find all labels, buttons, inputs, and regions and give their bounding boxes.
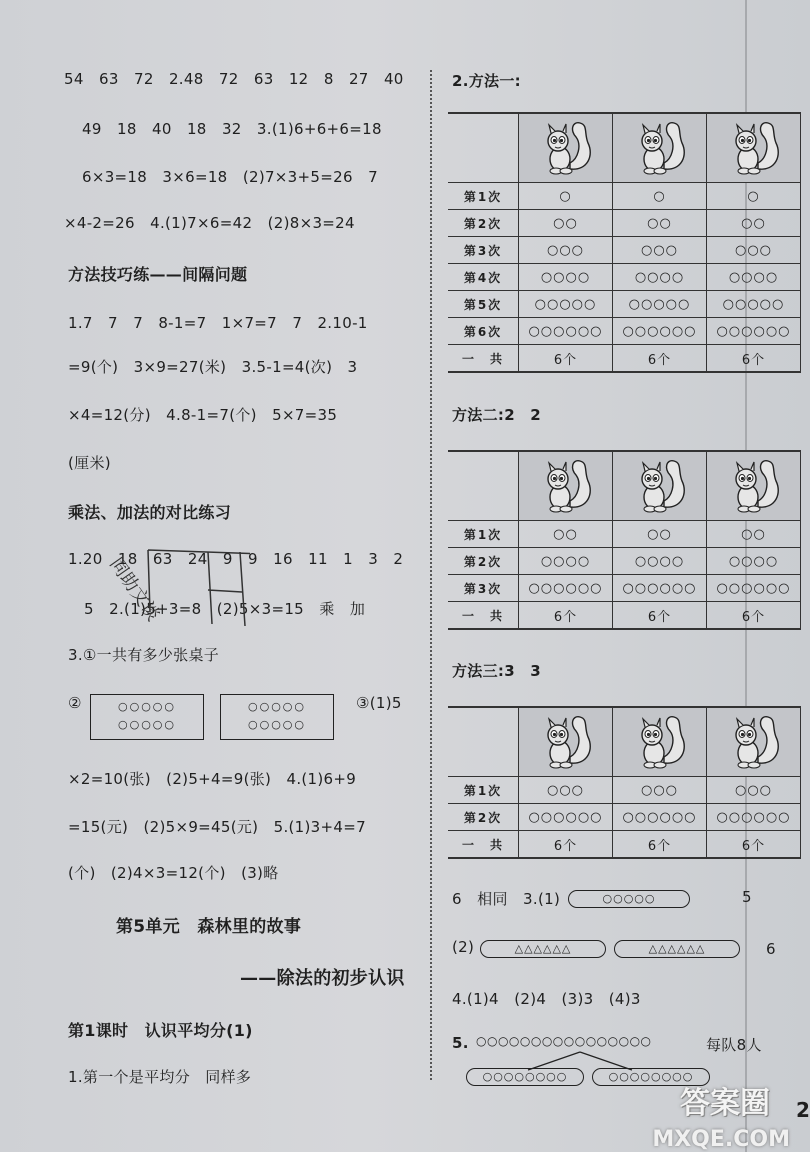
table-cell: ○ <box>519 183 613 210</box>
column-divider <box>430 70 432 1080</box>
row-label: 第2次 <box>448 210 519 237</box>
row-label: 第6次 <box>448 318 519 345</box>
squirrel-icon <box>536 119 596 177</box>
q3-pill-triangles-1: △△△△△△ <box>480 940 606 958</box>
row-label: 一 共 <box>448 602 519 630</box>
table-cell: ○○○○ <box>613 264 707 291</box>
table-cell: ○○○○○○ <box>613 318 707 345</box>
table-cell: ○○ <box>707 210 801 237</box>
table-cell: ○○○○○○ <box>707 318 801 345</box>
table-row <box>448 264 801 291</box>
table-cell: 6个 <box>519 602 613 630</box>
desk-group-2 <box>220 694 334 740</box>
squirrel-icon <box>630 457 690 515</box>
table-row <box>448 183 801 210</box>
table-row <box>448 521 801 548</box>
table-cell: ○○○○ <box>519 264 613 291</box>
page-number: 2 <box>796 1098 810 1122</box>
table-cell: ○○○○○○ <box>519 804 613 831</box>
table-cell: 6个 <box>613 831 707 859</box>
squirrel-cell <box>613 707 707 777</box>
desk-row: ○○○○○ <box>248 700 306 713</box>
q3-pill-triangles-2: △△△△△△ <box>614 940 740 958</box>
table-row <box>448 291 801 318</box>
table-row <box>448 237 801 264</box>
table-cell: ○○○○○ <box>613 291 707 318</box>
section1-line-2: =9(个) 3×9=27(米) 3.5-1=4(次) 3 <box>68 358 358 376</box>
table-cell: ○○○ <box>707 777 801 804</box>
row-label: 第2次 <box>448 804 519 831</box>
lesson-line-1: 1.第一个是平均分 同样多 <box>68 1068 252 1086</box>
q3-num1: 5 <box>742 888 752 906</box>
handwritten-stamp <box>90 540 250 650</box>
section2-line-3: 3.①一共有多少张桌子 <box>68 646 220 664</box>
table-cell: ○○ <box>613 210 707 237</box>
table-cell: ○○ <box>519 210 613 237</box>
squirrel-cell <box>613 113 707 183</box>
squirrel-icon <box>630 713 690 771</box>
table-row <box>448 804 801 831</box>
squirrel-cell <box>707 451 801 521</box>
section2-line-2: 5 2.(1)5+3=8 (2)5×3=15 乘 加 <box>84 600 366 618</box>
section2-more-2: =15(元) (2)5×9=45(元) 5.(1)3+4=7 <box>68 818 366 836</box>
table-row <box>448 345 801 373</box>
desk-row: ○○○○○ <box>248 718 306 731</box>
squirrel-icon <box>724 119 784 177</box>
q4-line: 4.(1)4 (2)4 (3)3 (4)3 <box>452 990 641 1008</box>
section-title-interval: 方法技巧练——间隔问题 <box>68 265 248 284</box>
desk-group-1 <box>90 694 204 740</box>
table-cell: ○○○○○ <box>519 291 613 318</box>
table-cell: 6个 <box>613 602 707 630</box>
table-cell: ○○○ <box>613 237 707 264</box>
section1-line-4: (厘米) <box>68 454 111 472</box>
table-row <box>448 548 801 575</box>
method2-label: 方法二:2 2 <box>452 406 541 424</box>
q5-answer: 每队8人 <box>706 1036 762 1054</box>
lesson-title: 第1课时 认识平均分(1) <box>68 1021 253 1040</box>
table-row <box>448 318 801 345</box>
squirrel-cell <box>519 451 613 521</box>
row-label: 第1次 <box>448 777 519 804</box>
left-line-1: 54 63 72 2.48 72 63 12 8 27 40 <box>64 70 404 88</box>
table-cell: ○○ <box>613 521 707 548</box>
table-cell: ○○○ <box>519 777 613 804</box>
unit-subtitle: ——除法的初步认识 <box>240 968 405 989</box>
table-cell: ○○○ <box>519 237 613 264</box>
squirrel-cell <box>519 707 613 777</box>
table-cell: ○○○○○○ <box>707 804 801 831</box>
desk-row: ○○○○○ <box>118 718 176 731</box>
squirrel-icon <box>536 457 596 515</box>
table-cell: 6个 <box>707 831 801 859</box>
row-label: 一 共 <box>448 345 519 373</box>
row-label: 第5次 <box>448 291 519 318</box>
q3-prefix: 6 相同 3.(1) <box>452 890 561 908</box>
section1-line-3: ×4=12(分) 4.8-1=7(个) 5×7=35 <box>68 406 338 424</box>
row-label: 第1次 <box>448 521 519 548</box>
section1-line-1: 1.7 7 7 8-1=7 1×7=7 7 2.10-1 <box>68 314 368 332</box>
table-method3 <box>448 706 801 859</box>
q3-mark-3: ③(1)5 <box>356 694 402 712</box>
row-label: 第4次 <box>448 264 519 291</box>
table-cell: ○○○○○○ <box>519 318 613 345</box>
table-cell: ○○ <box>519 521 613 548</box>
squirrel-icon <box>724 457 784 515</box>
table-cell: ○○○○ <box>613 548 707 575</box>
row-label: 第2次 <box>448 548 519 575</box>
q5-pill-group-1: ○○○○○○○○ <box>466 1068 584 1086</box>
squirrel-icon <box>536 713 596 771</box>
section2-more-3: (个) (2)4×3=12(个) (3)略 <box>68 864 279 882</box>
table-method1 <box>448 112 801 373</box>
q3-pill-circles: ○○○○○ <box>568 890 690 908</box>
left-line-3: 6×3=18 3×6=18 (2)7×3+5=26 7 <box>82 168 378 186</box>
q3-num2: 6 <box>766 940 776 958</box>
squirrel-icon <box>724 713 784 771</box>
row-label: 第1次 <box>448 183 519 210</box>
table-cell: 6个 <box>519 345 613 373</box>
table-cell: ○○○○○○ <box>613 575 707 602</box>
table-row <box>448 777 801 804</box>
squirrel-icon <box>630 119 690 177</box>
left-line-4: ×4-2=26 4.(1)7×6=42 (2)8×3=24 <box>64 214 355 232</box>
section2-line-1: 1.20 18 63 24 9 9 16 11 1 3 2 <box>68 550 404 568</box>
watermark-url: MXQE.COM <box>652 1127 790 1152</box>
table-cell: ○○○ <box>707 237 801 264</box>
watermark-logo: 答案圈 <box>680 1086 770 1121</box>
squirrel-cell <box>707 707 801 777</box>
stamp-text: 同助文谈 <box>105 553 164 625</box>
table-cell: ○○○○ <box>519 548 613 575</box>
section2-more-1: ×2=10(张) (2)5+4=9(张) 4.(1)6+9 <box>68 770 357 788</box>
table-cell: ○ <box>613 183 707 210</box>
q5-pill-group-2: ○○○○○○○○ <box>592 1068 710 1086</box>
table-cell: ○○○○ <box>707 548 801 575</box>
squirrel-cell <box>519 113 613 183</box>
table-row <box>448 831 801 859</box>
table-cell: ○○○○ <box>707 264 801 291</box>
table-cell: 6个 <box>519 831 613 859</box>
q5-circles: ○○○○○○○○○○○○○○○○ <box>476 1034 652 1048</box>
table-cell: ○○ <box>707 521 801 548</box>
unit-title: 第5单元 森林里的故事 <box>116 917 302 937</box>
table-row <box>448 575 801 602</box>
table-cell: ○ <box>707 183 801 210</box>
table-cell: ○○○○○○ <box>613 804 707 831</box>
q3-prefix-2: (2) <box>452 938 475 956</box>
table-cell: 6个 <box>707 345 801 373</box>
table-cell: 6个 <box>613 345 707 373</box>
row-label: 第3次 <box>448 575 519 602</box>
table-row <box>448 210 801 237</box>
left-line-2: 49 18 40 18 32 3.(1)6+6+6=18 <box>82 120 382 138</box>
table-cell: ○○○ <box>613 777 707 804</box>
row-label: 第3次 <box>448 237 519 264</box>
method3-label: 方法三:3 3 <box>452 662 541 680</box>
section-title-compare: 乘法、加法的对比练习 <box>68 503 232 522</box>
squirrel-cell <box>613 451 707 521</box>
method1-label: 2.方法一: <box>452 72 521 90</box>
table-cell: ○○○○○ <box>707 291 801 318</box>
table-cell: 6个 <box>707 602 801 630</box>
squirrel-cell <box>707 113 801 183</box>
table-cell: ○○○○○○ <box>707 575 801 602</box>
table-cell: ○○○○○○ <box>519 575 613 602</box>
row-label: 一 共 <box>448 831 519 859</box>
table-row <box>448 602 801 630</box>
q5-label: 5. <box>452 1034 469 1052</box>
table-method2 <box>448 450 801 630</box>
q3-mark-2: ② <box>68 694 82 712</box>
desk-row: ○○○○○ <box>118 700 176 713</box>
